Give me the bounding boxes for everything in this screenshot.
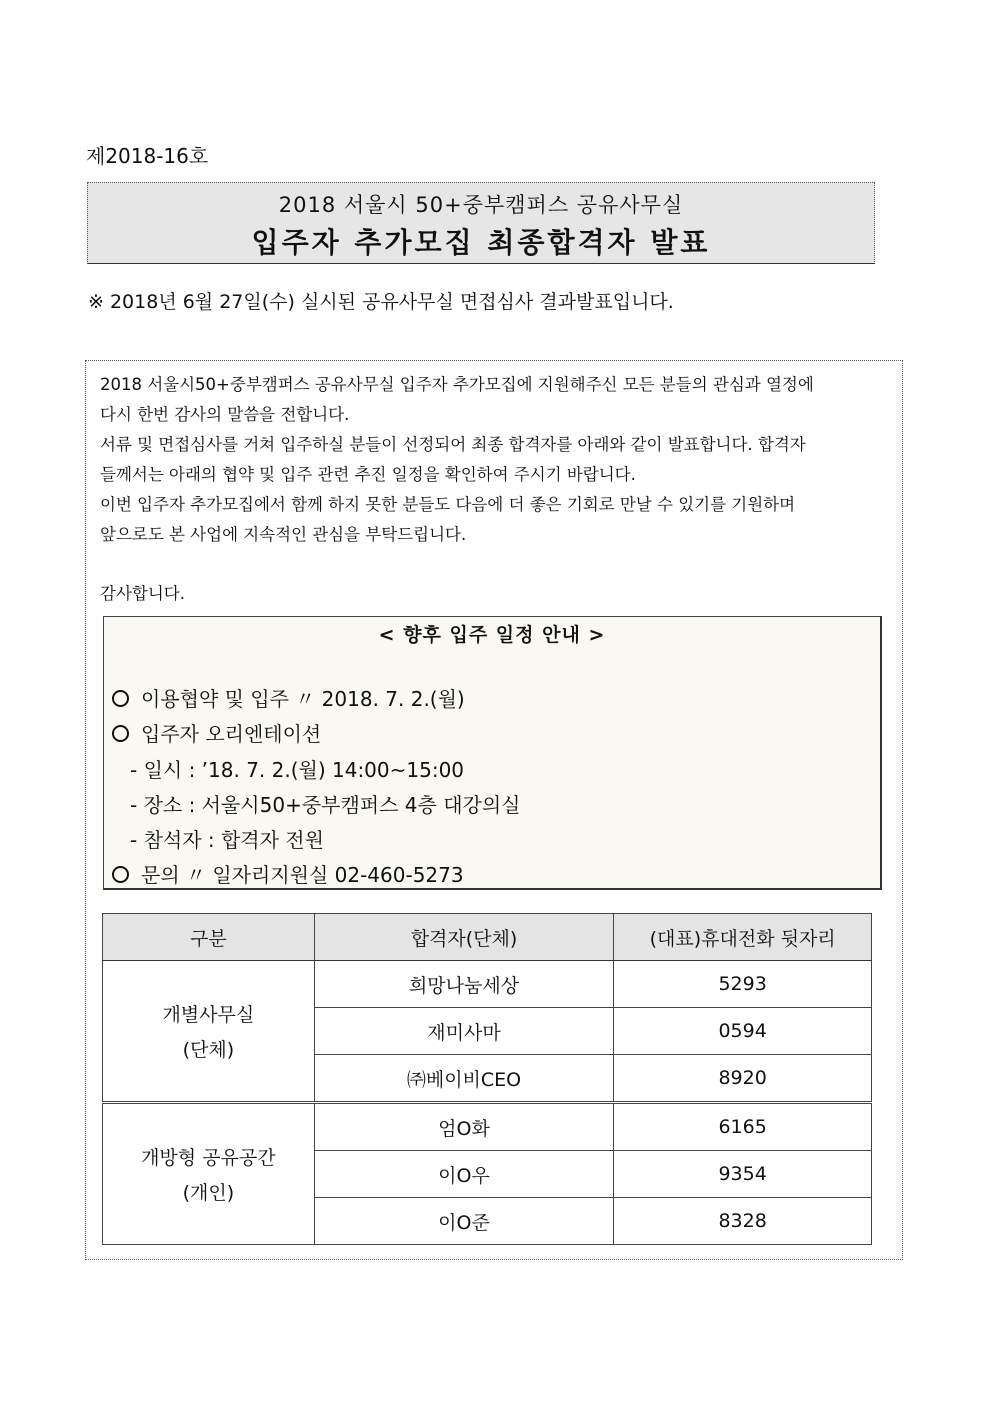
- schedule-subitem: - 일시 : ’18. 7. 2.(월) 14:00~15:00: [130, 758, 465, 782]
- name-cell: 희망나눔세상: [314, 961, 614, 1008]
- phone-cell: 8920: [614, 1055, 872, 1103]
- phone-cell: 6165: [614, 1103, 872, 1151]
- header-phone: (대표)휴대전화 뒷자리: [614, 914, 872, 961]
- category-sublabel: (개인): [182, 1182, 235, 1204]
- document-number: 제2018-16호: [86, 144, 209, 168]
- notice-text: ※ 2018년 6월 27일(수) 실시된 공유사무실 면접심사 결과발표입니다.: [88, 291, 674, 313]
- name-cell: 이O우: [314, 1151, 614, 1198]
- header-name: 합격자(단체): [314, 914, 614, 961]
- schedule-box: [103, 616, 882, 890]
- title-line-1: 2018 서울시 50+중부캠퍼스 공유사무실: [278, 193, 684, 217]
- header-category: 구분: [103, 914, 315, 961]
- table-header-row: [103, 914, 872, 961]
- body-line: 이번 입주자 추가모집에서 함께 하지 못한 분들도 다음에 더 좋은 기회로 만날 수 있기를 기원하며: [100, 495, 796, 514]
- category-label: 개별사무실: [162, 1004, 255, 1026]
- name-cell: 재미사마: [314, 1008, 614, 1055]
- phone-cell: 5293: [614, 961, 872, 1008]
- table-row: [103, 961, 872, 1008]
- phone-cell: 9354: [614, 1151, 872, 1198]
- schedule-subitem: - 장소 : 서울시50+중부캠퍼스 4층 대강의실: [130, 793, 521, 817]
- body-line: 2018 서울시50+중부캠퍼스 공유사무실 입주자 추가모집에 지원해주신 모든 분들의 관심과 열정에: [100, 375, 814, 394]
- closing-text: 감사합니다.: [100, 584, 185, 603]
- schedule-title: < 향후 입주 일정 안내 >: [378, 624, 606, 646]
- schedule-item: [112, 859, 464, 888]
- category-label: 개방형 공유공간: [141, 1147, 276, 1169]
- schedule-subitem: - 참석자 : 합격자 전원: [130, 828, 324, 852]
- body-line: 다시 한번 감사의 말씀을 전합니다.: [100, 405, 350, 424]
- schedule-item-text: 이용협약 및 입주 〃 2018. 7. 2.(월): [141, 687, 465, 711]
- results-table: [102, 913, 872, 1245]
- body-line: 서류 및 면접심사를 거쳐 입주하실 분들이 선정되어 최종 합격자를 아래와 같이 발표합니다. 합격자: [100, 435, 806, 454]
- category-cell: [103, 961, 315, 1103]
- category-cell: [103, 1103, 315, 1245]
- table-row: [103, 1103, 872, 1151]
- title-box: [87, 182, 875, 264]
- circle-bullet-icon: [112, 725, 129, 742]
- body-paragraph: [100, 370, 890, 550]
- name-cell: 엄O화: [314, 1103, 614, 1151]
- circle-bullet-icon: [112, 866, 129, 883]
- phone-cell: 8328: [614, 1198, 872, 1245]
- phone-cell: 0594: [614, 1008, 872, 1055]
- name-cell: ㈜베이비CEO: [314, 1055, 614, 1103]
- body-line: 들께서는 아래의 협약 및 입주 관련 추진 일정을 확인하여 주시기 바랍니다.: [100, 465, 636, 484]
- title-line-2: 입주자 추가모집 최종합격자 발표: [251, 226, 711, 259]
- schedule-item-text: 문의 〃 일자리지원실 02-460-5273: [141, 863, 464, 887]
- name-cell: 이O준: [314, 1198, 614, 1245]
- schedule-item: [112, 718, 321, 747]
- schedule-item: [112, 683, 465, 712]
- body-line: 앞으로도 본 사업에 지속적인 관심을 부탁드립니다.: [100, 525, 467, 544]
- circle-bullet-icon: [112, 690, 129, 707]
- schedule-item-text: 입주자 오리엔테이션: [141, 722, 322, 746]
- category-sublabel: (단체): [182, 1039, 235, 1061]
